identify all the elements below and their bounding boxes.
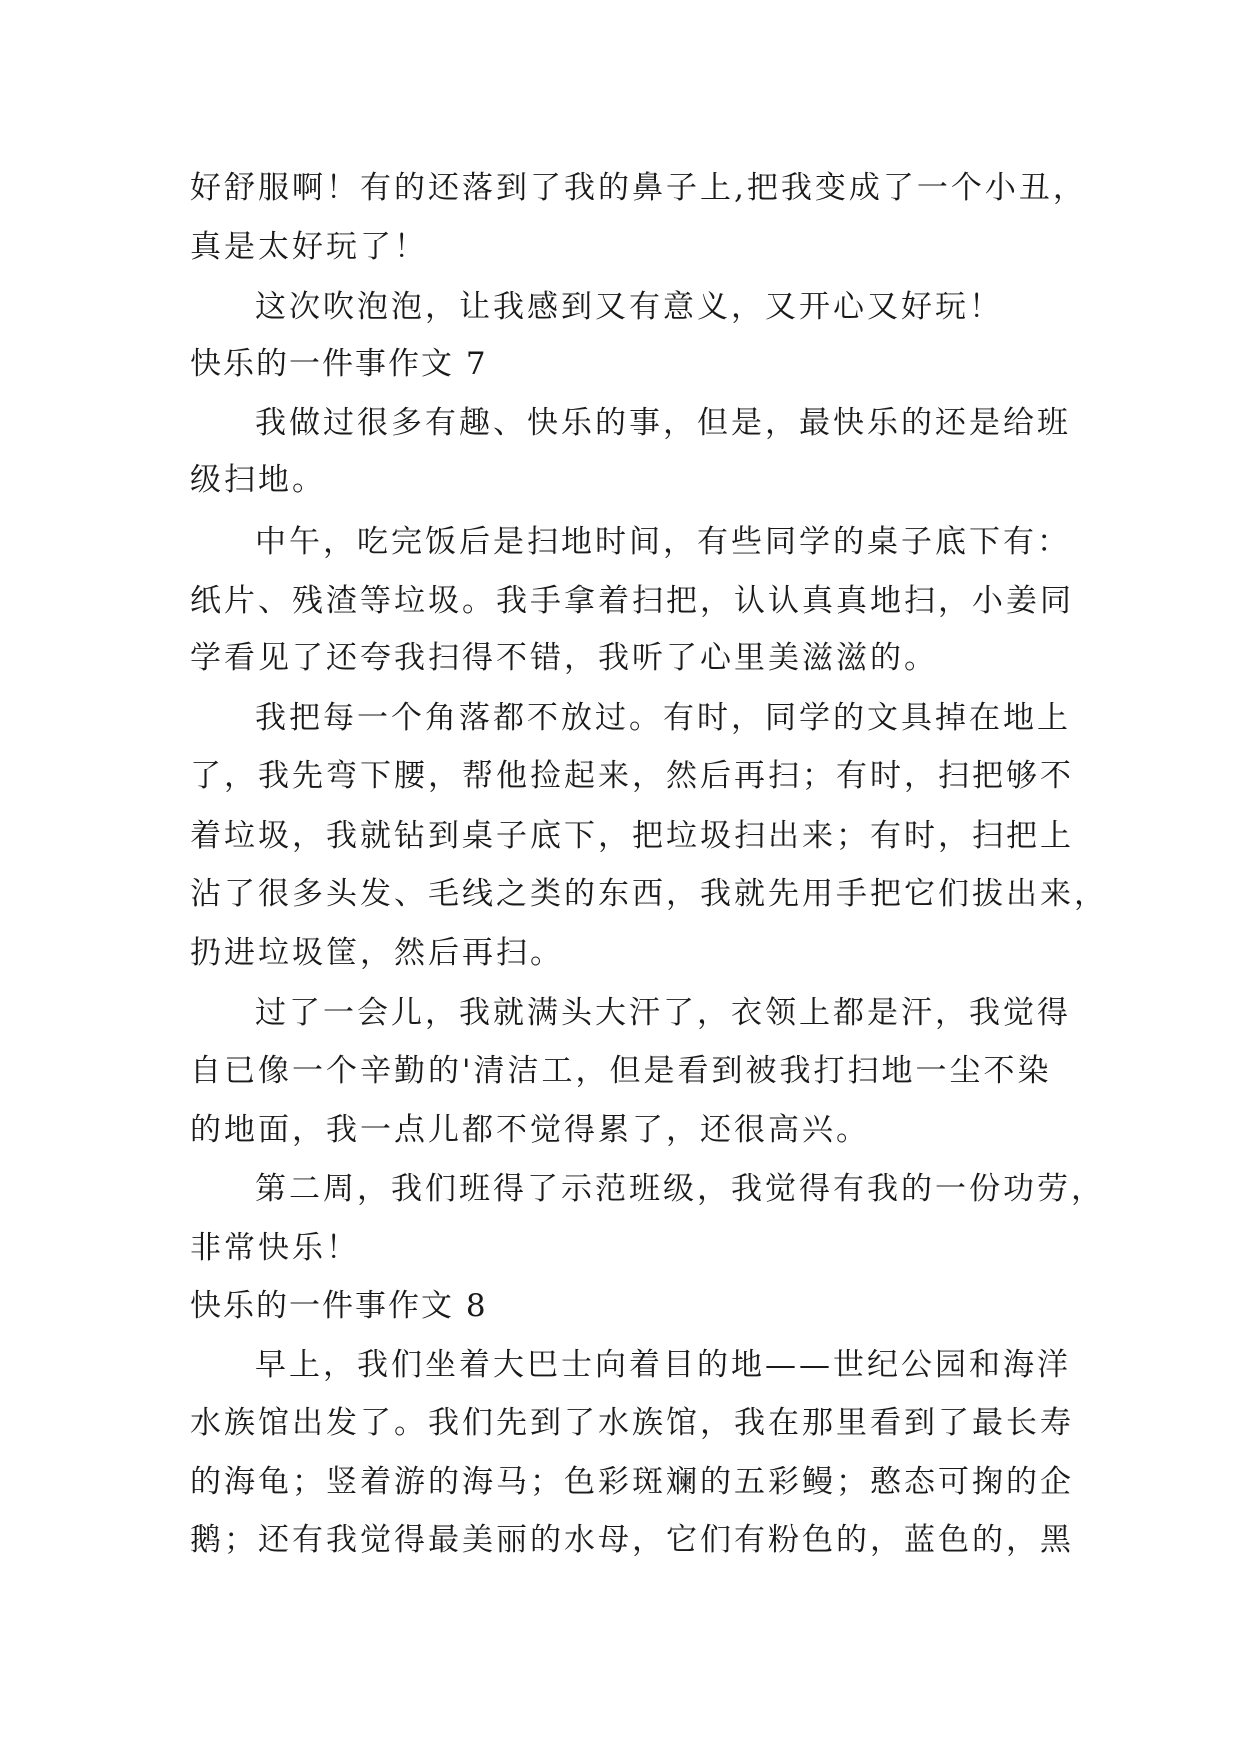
section-heading: 快乐的一件事作文 7: [190, 346, 488, 382]
text-line: 我做过很多有趣、快乐的事，但是，最快乐的还是给班: [255, 405, 1071, 441]
text-line: 过了一会儿，我就满头大汗了，衣领上都是汗，我觉得: [255, 995, 1071, 1031]
text-line: 第二周，我们班得了示范班级，我觉得有我的一份功劳，: [255, 1171, 1105, 1207]
section-heading: 快乐的一件事作文 8: [190, 1288, 488, 1324]
text-line: 级扫地。: [190, 462, 326, 498]
text-line: 好舒服啊！有的还落到了我的鼻子上,把我变成了一个小丑，: [190, 170, 1087, 206]
text-line: 这次吹泡泡，让我感到又有意义，又开心又好玩！: [255, 289, 1003, 325]
text-line: 自已像一个辛勤的'清洁工，但是看到被我打扫地一尘不染: [190, 1053, 1052, 1089]
text-line: 我把每一个角落都不放过。有时，同学的文具掉在地上: [255, 700, 1071, 736]
text-line: 了，我先弯下腰，帮他捡起来，然后再扫；有时，扫把够不: [190, 758, 1074, 794]
text-line: 沾了很多头发、毛线之类的东西，我就先用手把它们拔出来，: [190, 876, 1108, 912]
text-line: 扔进垃圾筐，然后再扫。: [190, 935, 564, 971]
text-line: 的地面，我一点儿都不觉得累了，还很高兴。: [190, 1112, 870, 1148]
text-line: 的海龟；竖着游的海马；色彩斑斓的五彩鳗；憨态可掬的企: [190, 1464, 1074, 1500]
text-line: 真是太好玩了！: [190, 229, 428, 265]
text-line: 着垃圾，我就钻到桌子底下，把垃圾扫出来；有时，扫把上: [190, 818, 1074, 854]
text-line: 学看见了还夸我扫得不错，我听了心里美滋滋的。: [190, 640, 938, 676]
text-line: 非常快乐！: [190, 1230, 360, 1266]
text-line: 水族馆出发了。我们先到了水族馆，我在那里看到了最长寿: [190, 1405, 1074, 1441]
text-line: 中午，吃完饭后是扫地时间，有些同学的桌子底下有：: [255, 524, 1071, 560]
text-line: 鹅；还有我觉得最美丽的水母，它们有粉色的，蓝色的，黑: [190, 1522, 1074, 1558]
text-line: 纸片、残渣等垃圾。我手拿着扫把，认认真真地扫，小姜同: [190, 583, 1074, 619]
text-line: 早上，我们坐着大巴士向着目的地——世纪公园和海洋: [255, 1347, 1071, 1383]
